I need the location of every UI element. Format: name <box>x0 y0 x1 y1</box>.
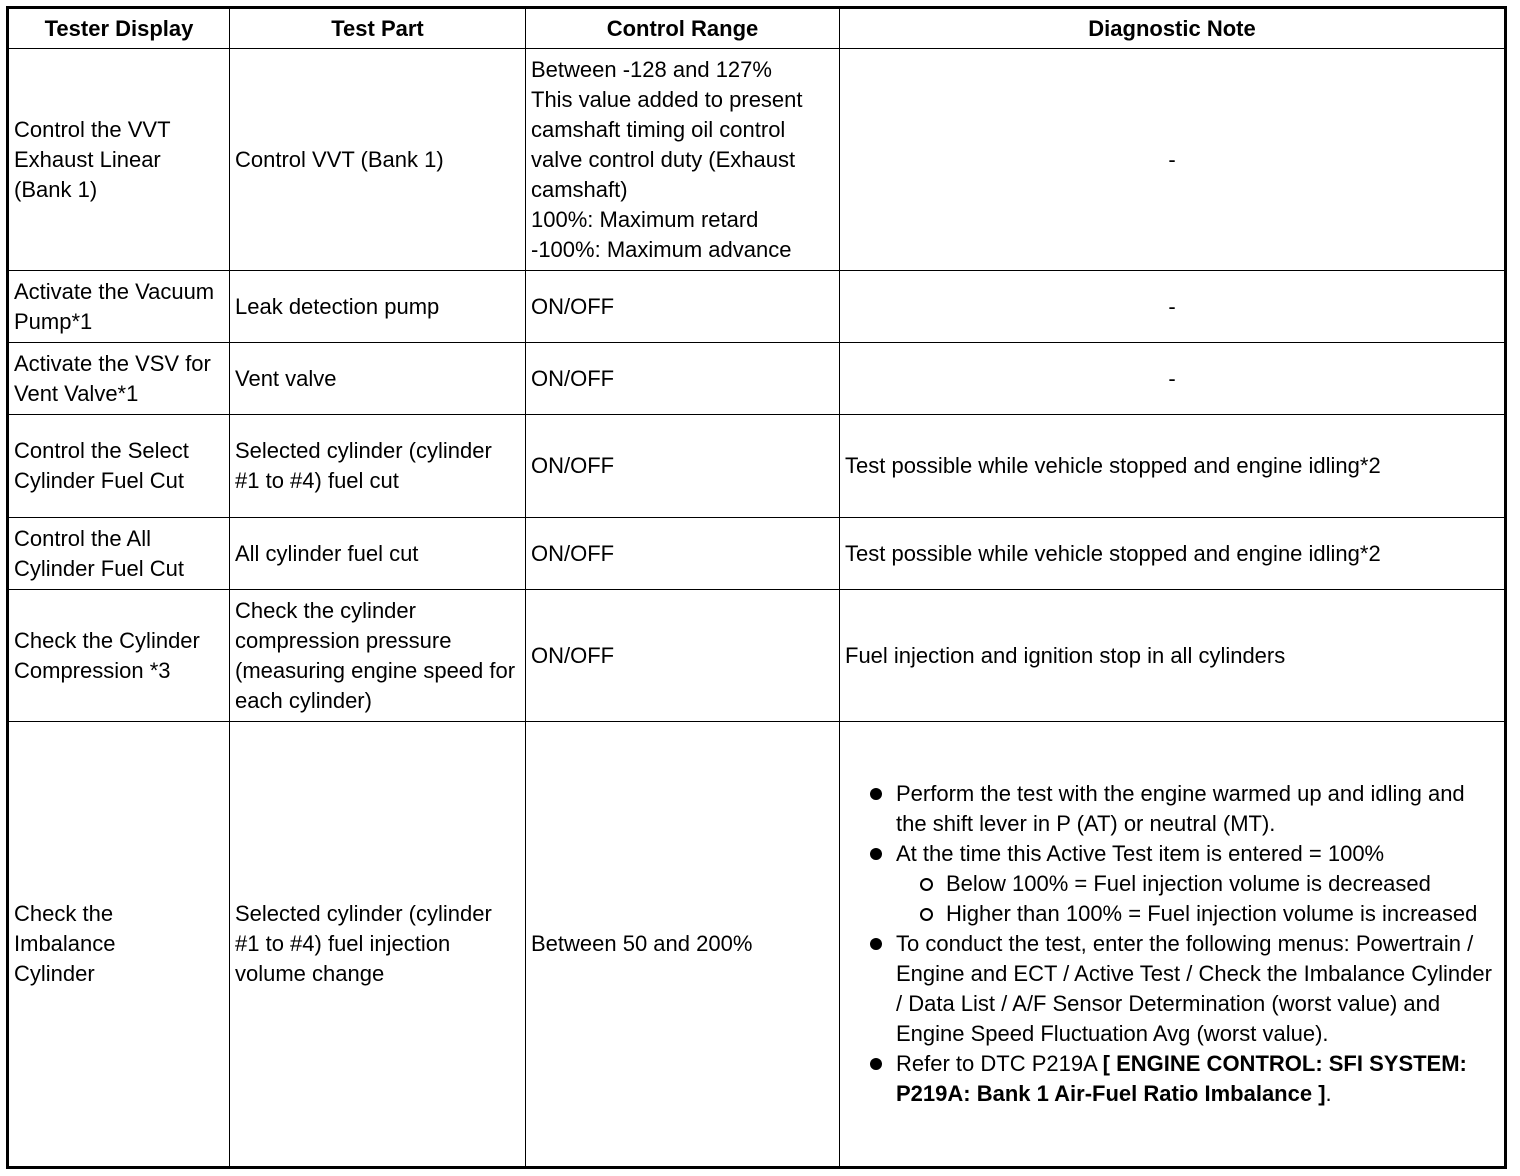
diagnostic-note: Test possible while vehicle stopped and engine idling*2 <box>840 518 1506 590</box>
control-range: ON/OFF <box>526 271 840 343</box>
tester-display: Control the All Cylinder Fuel Cut <box>8 518 230 590</box>
table-row <box>8 271 1506 343</box>
note-item <box>896 1049 1496 1109</box>
diagnostic-note: Test possible while vehicle stopped and engine idling*2 <box>840 415 1506 518</box>
control-range: ON/OFF <box>526 415 840 518</box>
test-part: Check the cylinder compression pressure (measuring engine speed for each cylinder) <box>230 590 526 722</box>
control-range: ON/OFF <box>526 343 840 415</box>
table-row <box>8 722 1506 1168</box>
note-subitem: Higher than 100% = Fuel injection volume is increased <box>946 899 1496 929</box>
control-range: Between -128 and 127% This value added to present camshaft timing oil control valve control duty (Exhaust camshaft) 100%: Maximum retard -100%: Maximum advance <box>526 49 840 271</box>
note-item-text: At the time this Active Test item is entered = 100% <box>896 841 1385 866</box>
diagnostic-note <box>840 722 1506 1168</box>
header-row <box>8 8 1506 49</box>
note-list <box>844 779 1496 1109</box>
note-item-text: Refer to DTC P219A <box>896 1051 1103 1076</box>
note-subitem: Below 100% = Fuel injection volume is decreased <box>946 869 1496 899</box>
table-row <box>8 518 1506 590</box>
note-sublist <box>896 869 1496 929</box>
tester-display: Check the Cylinder Compression *3 <box>8 590 230 722</box>
test-part: Vent valve <box>230 343 526 415</box>
control-range: ON/OFF <box>526 518 840 590</box>
test-part: Selected cylinder (cylinder #1 to #4) fuel cut <box>230 415 526 518</box>
dtc-p219a-link[interactable]: [ ENGINE CONTROL: SFI SYSTEM: P219A: Bank 1 Air-Fuel Ratio Imbalance ] <box>896 1051 1467 1106</box>
test-part: All cylinder fuel cut <box>230 518 526 590</box>
header-control-range: Control Range <box>526 8 840 49</box>
tester-display: Control the Select Cylinder Fuel Cut <box>8 415 230 518</box>
header-diagnostic-note: Diagnostic Note <box>840 8 1506 49</box>
diagnostic-note: - <box>840 343 1506 415</box>
diagnostic-note: Fuel injection and ignition stop in all cylinders <box>840 590 1506 722</box>
table-row <box>8 590 1506 722</box>
test-part: Leak detection pump <box>230 271 526 343</box>
control-range: Between 50 and 200% <box>526 722 840 1168</box>
active-test-table <box>6 6 1507 1169</box>
control-range: ON/OFF <box>526 590 840 722</box>
note-item-suffix: . <box>1325 1081 1332 1106</box>
table-row <box>8 415 1506 518</box>
tester-display: Check the Imbalance Cylinder <box>8 722 230 1168</box>
test-part: Control VVT (Bank 1) <box>230 49 526 271</box>
table-row <box>8 49 1506 271</box>
test-part: Selected cylinder (cylinder #1 to #4) fuel injection volume change <box>230 722 526 1168</box>
table-row <box>8 343 1506 415</box>
tester-display: Control the VVT Exhaust Linear (Bank 1) <box>8 49 230 271</box>
diagnostic-note: - <box>840 49 1506 271</box>
note-item: To conduct the test, enter the following menus: Powertrain / Engine and ECT / Active Test / Check the Imbalance Cylinder / Data List / A/F Sensor Determination (worst value) and Engine Speed Fluctuation Avg (worst value). <box>896 929 1496 1049</box>
note-item <box>896 839 1496 929</box>
note-item: Perform the test with the engine warmed up and idling and the shift lever in P (AT) or neutral (MT). <box>896 779 1496 839</box>
tester-display: Activate the Vacuum Pump*1 <box>8 271 230 343</box>
header-test-part: Test Part <box>230 8 526 49</box>
header-tester-display: Tester Display <box>8 8 230 49</box>
tester-display: Activate the VSV for Vent Valve*1 <box>8 343 230 415</box>
diagnostic-note: - <box>840 271 1506 343</box>
